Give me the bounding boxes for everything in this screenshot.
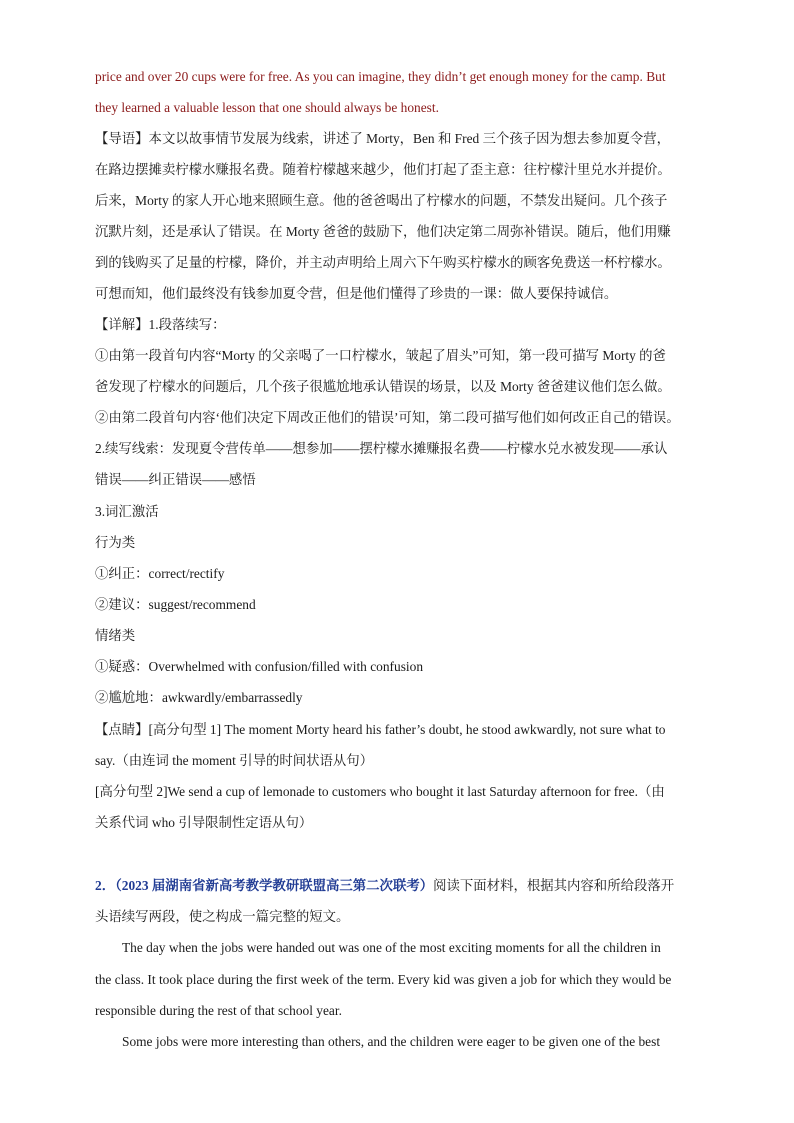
highlight-line: say.（由连词 the moment 引导的时间状语从句） — [95, 753, 374, 768]
intro-paragraph-line: 可想而知，他们最终没有钱参加夏令营，但是他们懂得了珍贵的一课：做人要保持诚信。 — [95, 286, 618, 301]
vocab-item: ①疑惑：Overwhelmed with confusion/filled with confusion — [95, 659, 424, 674]
intro-paragraph-line: 在路边摆摊卖柠檬水赚报名费。随着柠檬越来越少，他们打起了歪主意：往柠檬汁里兑水并提价。 — [95, 162, 671, 177]
highlight-line: [高分句型 2]We send a cup of lemonade to customers who bought it last Saturday afternoon for free.（由 — [95, 784, 665, 799]
question-number: 2． — [95, 878, 116, 893]
clue-line: 2.续写线索：发现夏令营传单——想参加——摆柠檬水摊赚报名费——柠檬水兑水被发现——承认 — [95, 441, 668, 456]
detail-line: 爸发现了柠檬水的问题后，几个孩子很尴尬地承认错误的场景，以及 Morty 爸爸建议他们怎么做。 — [95, 379, 671, 394]
detail-line: ①由第一段首句内容“Morty 的父亲喝了一口柠檬水，皱起了眉头”可知，第一段可描写 Morty 的爸 — [95, 348, 666, 363]
question-header — [95, 877, 674, 895]
vocab-item: ②尴尬地：awkwardly/embarrassedly — [95, 690, 303, 705]
question-source: （2023 届湖南省新高考教学教研联盟高三第二次联考） — [115, 878, 434, 893]
vocab-item: ②建议：suggest/recommend — [95, 597, 256, 612]
passage-line: Some jobs were more interesting than others, and the children were eager to be given one of the best — [122, 1034, 661, 1049]
detail-line: ②由第二段首句内容‘他们决定下周改正他们的错误’可知，第二段可描写他们如何改正自己的错误。 — [95, 410, 680, 425]
passage-line: responsible during the rest of that school year. — [95, 1003, 342, 1018]
vocab-heading: 3.词汇激活 — [95, 504, 159, 519]
question-instruction: 阅读下面材料，根据其内容和所给段落开 — [433, 878, 675, 893]
intro-paragraph-line: 沉默片刻，还是承认了错误。在 Morty 爸爸的鼓励下，他们决定第二周弥补错误。随后，他们用赚 — [95, 224, 671, 239]
vocab-item: ①纠正：correct/rectify — [95, 566, 225, 581]
question-instruction-line: 头语续写两段，使之构成一篇完整的短文。 — [95, 909, 350, 924]
passage-line: the class. It took place during the first week of the term. Every kid was given a job for which they would be — [95, 972, 672, 987]
intro-paragraph-line: 后来，Morty 的家人开心地来照顾生意。他的爸爸喝出了柠檬水的问题，不禁发出疑问。几个孩子 — [95, 193, 668, 208]
passage-line: The day when the jobs were handed out was one of the most exciting moments for all the children in — [122, 940, 661, 955]
story-text-line: price and over 20 cups were for free. As you can imagine, they didn’t get enough money for the camp. But — [95, 69, 666, 84]
vocab-category: 情绪类 — [95, 628, 136, 643]
intro-paragraph-line: 到的钱购买了足量的柠檬，降价，并主动声明给上周六下午购买柠檬水的顾客免费送一杯柠檬水。 — [95, 255, 671, 270]
detail-heading: 【详解】1.段落续写： — [95, 317, 226, 332]
clue-line: 错误——纠正错误——感悟 — [95, 472, 256, 487]
intro-paragraph-line: 【导语】本文以故事情节发展为线索，讲述了 Morty，Ben 和 Fred 三个孩子因为想去参加夏令营， — [95, 131, 671, 146]
highlight-line: 【点睛】[高分句型 1] The moment Morty heard his father’s doubt, he stood awkwardly, not sure what to — [95, 722, 666, 737]
highlight-line: 关系代词 who 引导限制性定语从句） — [95, 815, 313, 830]
vocab-category: 行为类 — [95, 535, 136, 550]
story-text-line: they learned a valuable lesson that one should always be honest. — [95, 100, 439, 115]
